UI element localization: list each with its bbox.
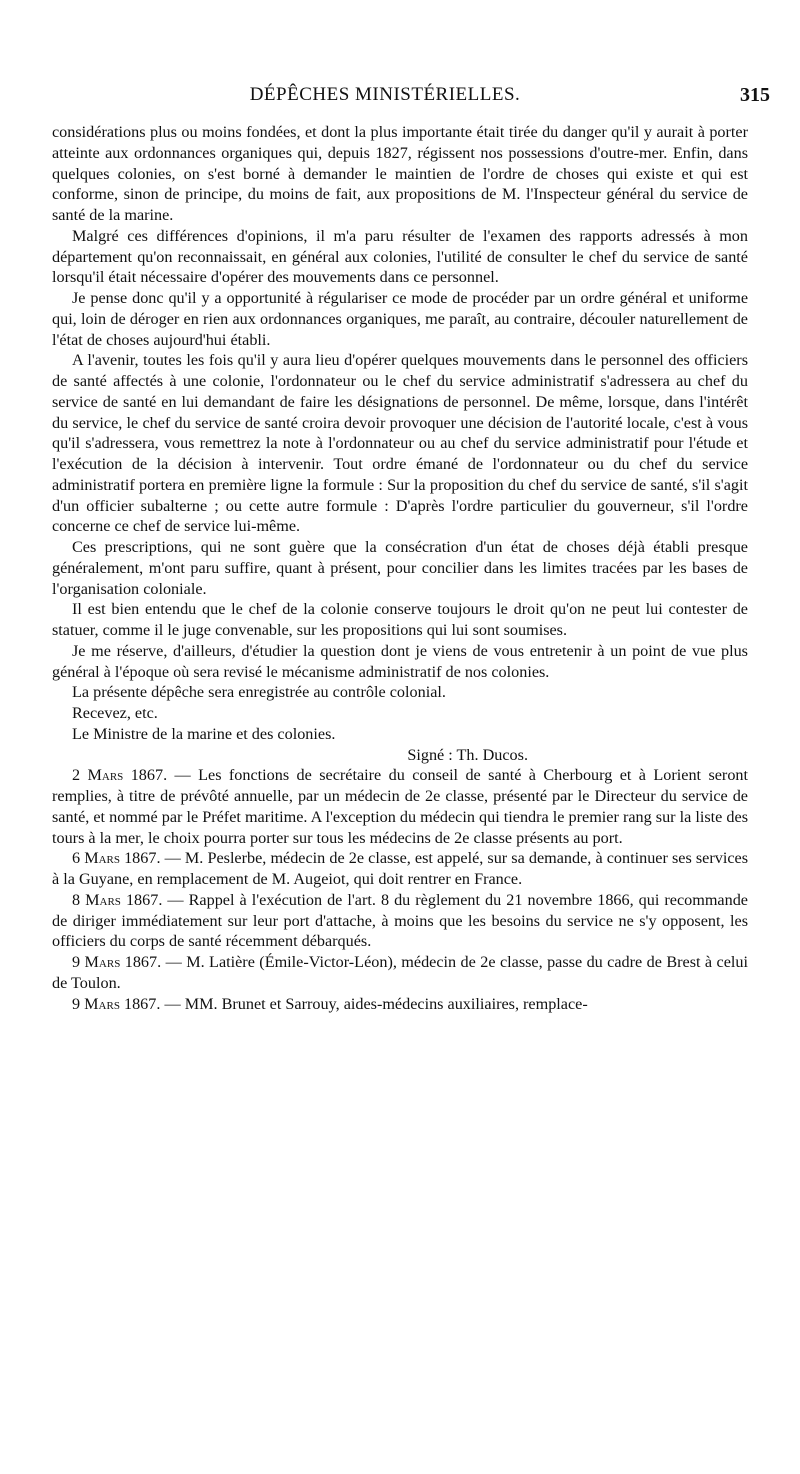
entry-4 <box>52 952 748 994</box>
page-body <box>52 122 748 1014</box>
running-header <box>0 84 800 108</box>
entry-date: 6 Mars 1867. <box>72 849 161 868</box>
paragraph-4: A l'avenir, toutes les fois qu'il y aura lieu d'opérer quelques mouvements dans le personnel des officiers de santé affectés à une colonie, l'ordonnateur ou le chef du service administratif s'adressera au chef du service de santé en lui demandant de faire les désignations de personnel. De même, lorsque, dans l'intérêt du service, le chef du service de santé croira devoir provoquer une décision de l'autorité locale, c'est à vous qu'il s'adressera, vous remettrez la note à l'ordonnateur ou au chef du service administratif pour l'étude et l'exécution de la décision à intervenir. Tout ordre émané de l'ordonnateur ou du chef du service administratif portera en première ligne la formule : Sur la proposition du chef du service de santé, s'il s'agit d'un officier subalterne ; ou cette autre formule : D'après l'ordre particulier du gouverneur, s'il l'ordre concerne ce chef de service lui-même. <box>52 351 748 536</box>
running-title: DÉPÊCHES MINISTÉRIELLES. <box>249 84 521 105</box>
entry-text: — M. Latière (Émile-Victor-Léon), médecin de 2e classe, passe du cadre de Brest à celui de Toulon. <box>52 953 748 992</box>
signature-title: Le Ministre de la marine et des colonies. <box>72 724 336 743</box>
entry-3 <box>52 890 748 952</box>
paragraph-1: considérations plus ou moins fondées, et dont la plus importante était tirée du danger qu'il y aurait à porter atteinte aux ordonnances organiques qui, depuis 1827, régissent nos possessions d'outre-mer. Enfin, dans quelques colonies, on s'est borné à demander le maintien de l'ordre de choses qui existe et qui est conforme, sinon de principe, du moins de fait, aux propositions de M. l'Inspecteur général du service de santé de la marine. <box>52 123 748 224</box>
paragraph-9: Recevez, etc. <box>72 704 158 722</box>
entry-5 <box>52 994 748 1015</box>
paragraph-6: Il est bien entendu que le chef de la colonie conserve toujours le droit qu'on ne peut lui contester de statuer, comme il le juge convenable, sur les propositions qui lui sont soumises. <box>52 600 748 639</box>
entry-2 <box>52 848 748 890</box>
entry-date: 2 Mars 1867. <box>72 766 168 785</box>
paragraph-8: La présente dépêche sera enregistrée au contrôle colonial. <box>72 683 446 702</box>
entry-text: — MM. Brunet et Sarrouy, aides-médecins auxiliaires, remplace- <box>160 994 588 1013</box>
entry-text: — M. Peslerbe, médecin de 2e classe, est appelé, sur sa demande, à continuer ses services à la Guyane, en remplacement de M. Augeiot, qui doit rentrer en France. <box>52 849 748 888</box>
paragraph-7: Je me réserve, d'ailleurs, d'étudier la question dont je viens de vous entretenir à un point de vue plus général à l'époque où sera revisé le mécanisme administratif de nos colonies. <box>52 641 748 681</box>
entry-text: — Rappel à l'exécution de l'art. 8 du règlement du 21 novembre 1866, qui recommande de diriger immédiatement sur leur port d'attache, à moins que les besoins du service ne s'y opposent, les officiers du corps de santé récemment débarqués. <box>52 890 748 951</box>
entry-date: 9 Mars 1867. <box>72 953 162 971</box>
signature-name: Signé : Th. Ducos. <box>407 745 528 764</box>
paragraph-3: Je pense donc qu'il y a opportunité à régulariser ce mode de procéder par un ordre général et uniforme qui, loin de déroger en rien aux ordonnances organiques, me paraît, au contraire, découler naturellement de l'état de choses aujourd'hui établi. <box>52 289 748 349</box>
entry-date: 8 Mars 1867. <box>72 890 163 909</box>
page-number: 315 <box>740 84 770 106</box>
paragraph-5: Ces prescriptions, qui ne sont guère que la consécration d'un état de choses déjà établi presque généralement, m'ont paru suffire, quant à présent, pour concilier dans les limites tracées par les bases de l'organisation coloniale. <box>52 538 748 598</box>
entry-1 <box>52 765 748 848</box>
paragraph-2: Malgré ces différences d'opinions, il m'a paru résulter de l'examen des rapports adressés à mon département qu'on reconnaissait, en général aux colonies, l'utilité de consulter le chef du service de santé lorsqu'il était nécessaire d'opérer des mouvements dans ce personnel. <box>52 226 748 287</box>
entry-date: 9 Mars 1867. <box>72 994 161 1013</box>
entry-text: — Les fonctions de secrétaire du conseil de santé à Cherbourg et à Lorient seront remplies, à titre de prévôté annuelle, par un médecin de 2e classe, présenté par le Directeur du service de santé, et nommé par le Préfet maritime. A l'exception du médecin qui tiendra le premier rang sur la liste des tours à la mer, le choix pourra porter sur tous les médecins de 2e classe présents au port. <box>52 766 749 847</box>
